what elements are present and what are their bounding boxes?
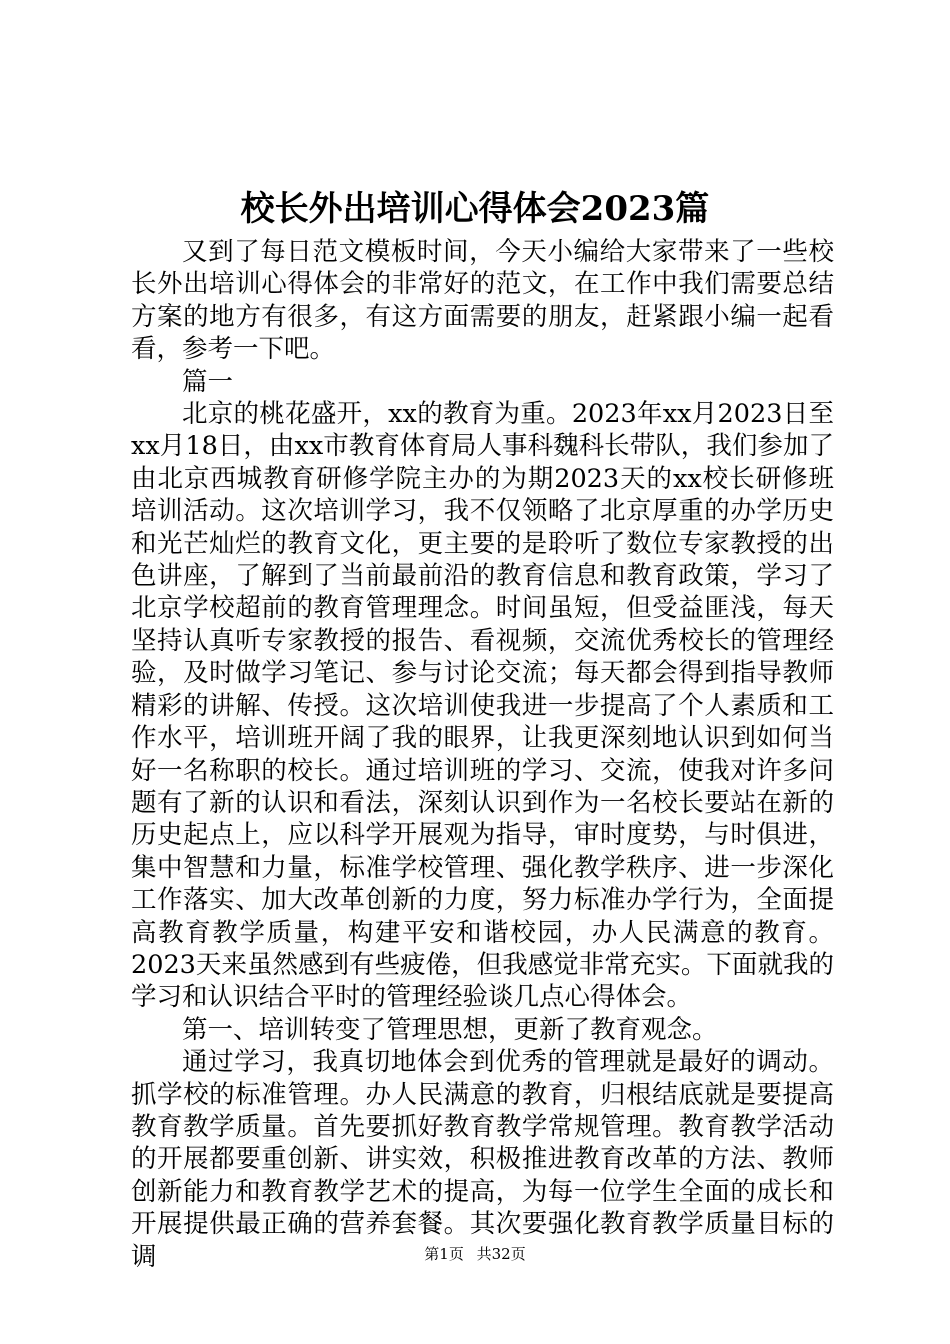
page-number: 第1页 [424, 1245, 464, 1263]
page-footer [0, 1244, 950, 1264]
document-body [131, 236, 834, 1273]
intro-paragraph: 又到了每日范文模板时间，今天小编给大家带来了一些校长外出培训心得体会的非常好的范文，在工作中我们需要总结方案的地方有很多，有这方面需要的朋友，赶紧跟小编一起看看，参考一下吧。 [131, 237, 834, 365]
page-total: 共32页 [476, 1245, 526, 1263]
section-heading: 篇一 [182, 366, 234, 397]
document-title: 校长外出培训心得体会2023篇 [240, 189, 710, 229]
body-paragraph: 通过学习，我真切地体会到优秀的管理就是最好的调动。抓学校的标准管理。办人民满意的教育，归根结底就是要提高教育教学质量。首先要抓好教育教学常规管理。教育教学活动的开展都要重创新、讲实效，积极推进教育改革的方法、教师创新能力和教育教学艺术的提高，为每一位学生全面的成长和开展提供最正确的营养套餐。其次要强化教育教学质量目标的调 [131, 1047, 834, 1272]
subsection-heading: 第一、培训转变了管理思想，更新了教育观念。 [182, 1014, 718, 1045]
body-paragraph: 北京的桃花盛开，xx的教育为重。2023年xx月2023日至xx月18日，由xx市教育体育局人事科魏科长带队，我们参加了由北京西城教育研修学院主办的为期2023天的xx校长研修班培训活动。这次培训学习，我不仅领略了北京厚重的办学历史和光芒灿烂的教育文化，更主要的是聆听了数位专家教授的出色讲座，了解到了当前最前沿的教育信息和教育政策，学习了北京学校超前的教育管理理念。时间虽短，但受益匪浅，每天坚持认真听专家教授的报告、看视频，交流优秀校长的管理经验，及时做学习笔记、参与讨论交流；每天都会得到指导教师精彩的讲解、传授。这次培训使我进一步提高了个人素质和工作水平，培训班开阔了我的眼界，让我更深刻地认识到如何当好一名称职的校长。通过培训班的学习、交流，使我对许多问题有了新的认识和看法，深刻认识到作为一名校长要站在新的历史起点上，应以科学开展观为指导，审时度势，与时俱进，集中智慧和力量，标准学校管理、强化教学秩序、进一步深化工作落实、加大改革创新的力度，努力标准办学行为，全面提高教育教学质量，构建平安和谐校园，办人民满意的教育。2023天来虽然感到有些疲倦，但我感觉非常充实。下面就我的学习和认识结合平时的管理经验谈几点心得体会。 [131, 399, 834, 1013]
